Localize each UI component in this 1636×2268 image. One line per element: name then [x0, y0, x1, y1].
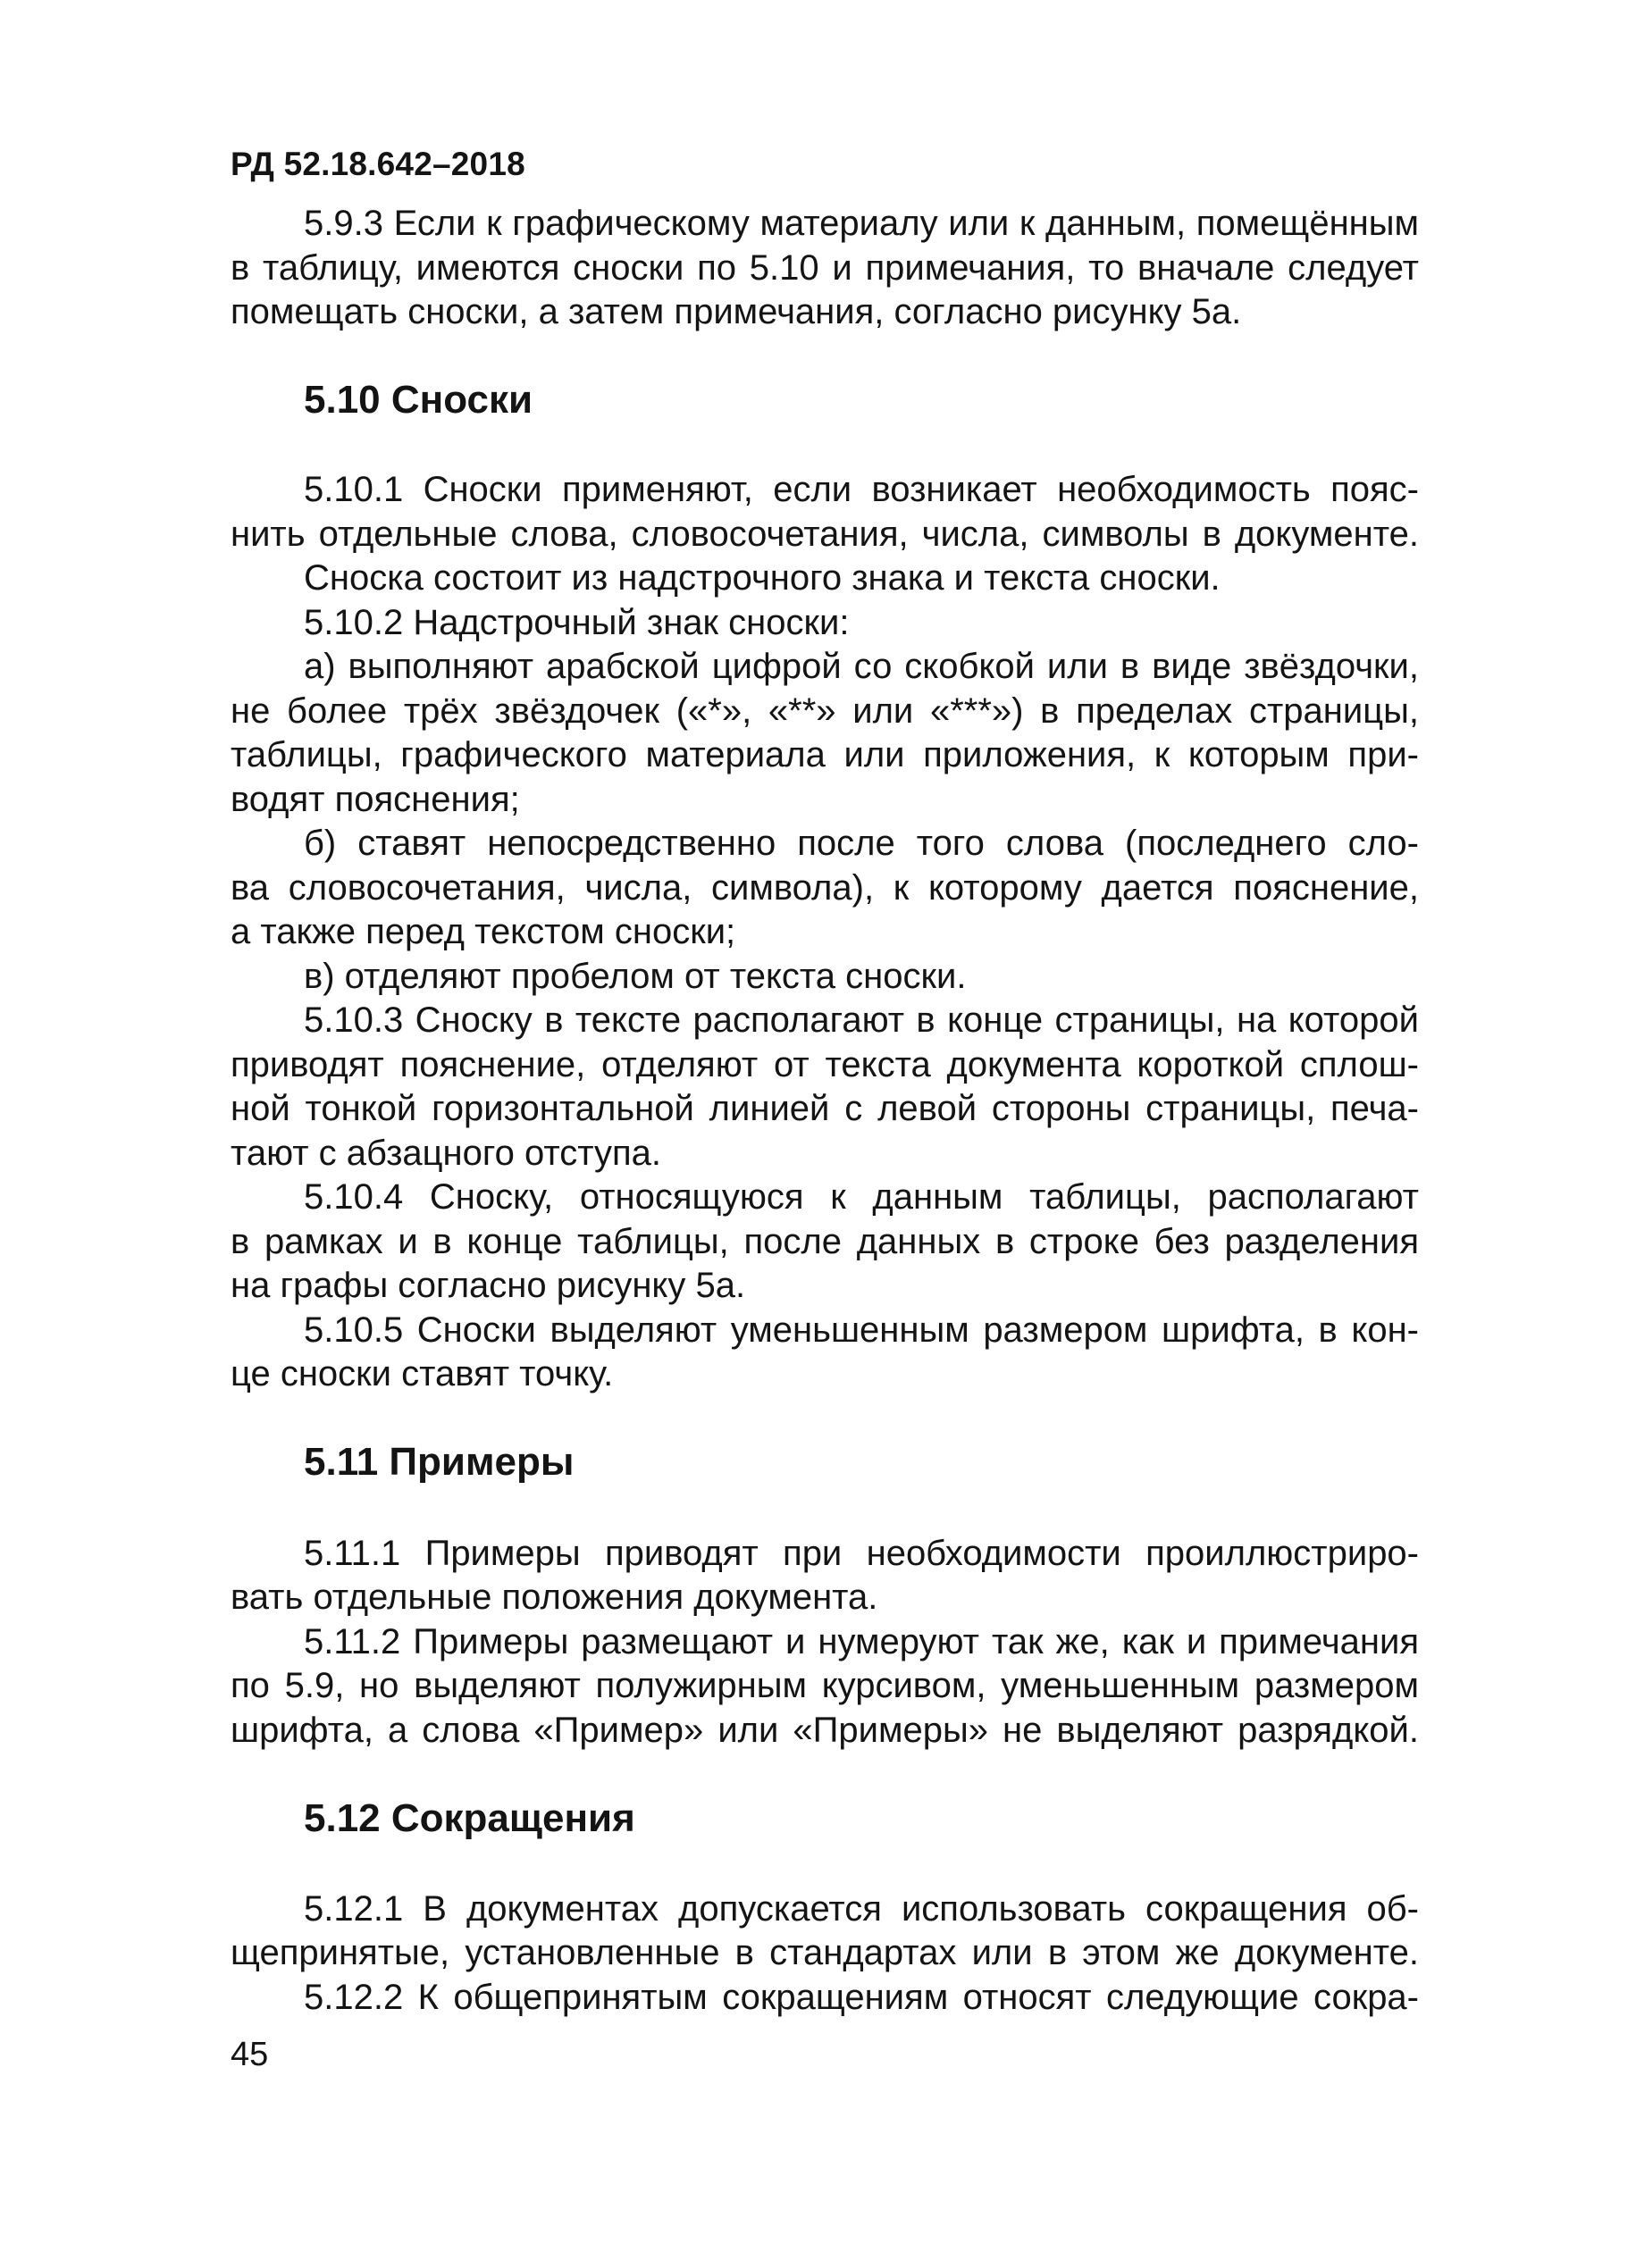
- text-line: 5.9.3 Если к графическому материалу или к данным, помещённым: [304, 204, 1419, 243]
- text-line: в) отделяют пробелом от текста сноски.: [304, 957, 967, 996]
- text-line: щепринятые, установленные в стандартах или в этом же документе.: [231, 1933, 1419, 1972]
- text-line: приводят пояснение, отделяют от текста документа короткой сплош-: [231, 1045, 1419, 1084]
- text-line: 5.12.2 К общепринятым сокращениям относят следующие сокра-: [304, 1978, 1419, 2017]
- text-line: б) ставят непосредственно после того слова (последнего сло-: [304, 824, 1419, 863]
- section-heading-5-12: 5.12 Сокращения: [304, 1796, 635, 1840]
- text-line: ной тонкой горизонтальной линией с левой стороны страницы, печа-: [231, 1089, 1419, 1128]
- page-number: 45: [231, 2036, 269, 2073]
- text-line: на графы согласно рисунку 5а.: [231, 1266, 746, 1305]
- text-line: ва словосочетания, числа, символа), к которому дается пояснение,: [231, 868, 1419, 908]
- text-line: по 5.9, но выделяют полужирным курсивом, уменьшенным размером: [231, 1666, 1419, 1705]
- text-line: в рамках и в конце таблицы, после данных в строке без разделения: [231, 1222, 1419, 1261]
- text-line: це сноски ставят точку.: [231, 1354, 614, 1393]
- text-line: 5.11.1 Примеры приводят при необходимости проиллюстриро-: [304, 1534, 1419, 1573]
- section-heading-5-11: 5.11 Примеры: [304, 1440, 575, 1484]
- text-line: 5.11.2 Примеры размещают и нумеруют так же, как и примечания: [304, 1622, 1419, 1661]
- text-line: помещать сноски, а затем примечания, согласно рисунку 5а.: [231, 292, 1242, 331]
- section-heading-5-10: 5.10 Сноски: [304, 378, 533, 422]
- text-line: 5.10.4 Сноску, относящуюся к данным таблицы, располагают: [304, 1177, 1419, 1217]
- text-line: тают с абзацного отступа.: [231, 1134, 661, 1173]
- text-line: шрифта, а слова «Пример» или «Примеры» не выделяют разрядкой.: [231, 1711, 1419, 1750]
- text-line: 5.10.2 Надстрочный знак сноски:: [304, 603, 850, 642]
- text-line: а) выполняют арабской цифрой со скобкой или в виде звёздочки,: [304, 647, 1419, 686]
- text-line: водят пояснения;: [231, 780, 520, 819]
- text-line: не более трёх звёздочек («*», «**» или «***») в пределах страницы,: [231, 691, 1419, 731]
- text-line: 5.10.1 Сноски применяют, если возникает необходимость пояс-: [304, 470, 1419, 509]
- text-line: таблицы, графического материала или приложения, к которым при-: [231, 735, 1419, 774]
- text-line: а также перед текстом сноски;: [231, 912, 736, 951]
- document-code: РД 52.18.642–2018: [231, 146, 525, 182]
- text-line: 5.10.3 Сноску в тексте располагают в конце страницы, на которой: [304, 1000, 1419, 1040]
- text-line: нить отдельные слова, словосочетания, числа, символы в документе.: [231, 515, 1419, 554]
- text-line: 5.12.1 В документах допускается использовать сокращения об-: [304, 1889, 1419, 1929]
- text-line: в таблицу, имеются сноски по 5.10 и примечания, то вначале следует: [231, 248, 1419, 288]
- text-line: вать отдельные положения документа.: [231, 1578, 878, 1617]
- text-line: Сноска состоит из надстрочного знака и текста сноски.: [304, 558, 1221, 598]
- text-line: 5.10.5 Сноски выделяют уменьшенным размером шрифта, в кон-: [304, 1310, 1419, 1350]
